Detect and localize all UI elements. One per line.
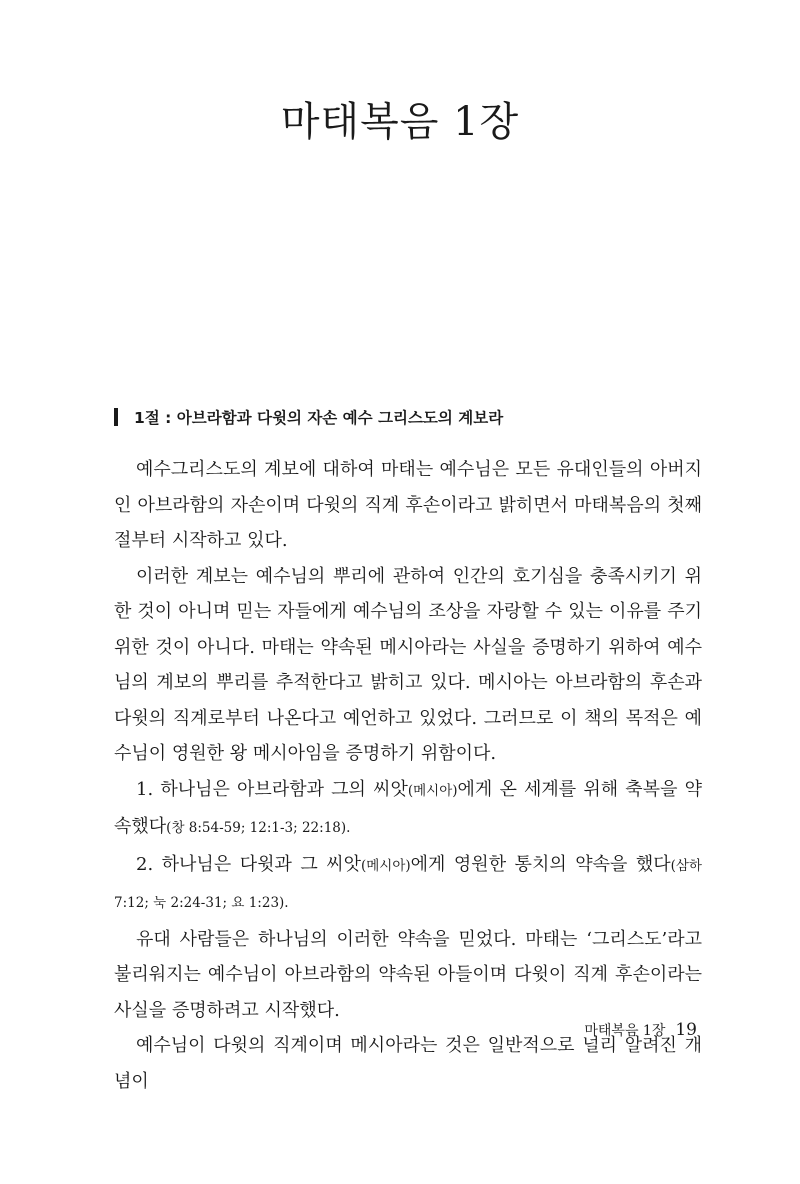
paragraph-3-note: (메시아) — [407, 782, 458, 799]
paragraph-4-text-b: 에게 영원한 통치의 약속을 했다 — [410, 853, 671, 875]
paragraph-3-reference: (창 8:54-59; 12:1-3; 22:18). — [166, 820, 351, 836]
paragraph-1: 예수그리스도의 계보에 대하여 마태는 예수님은 모든 유대인들의 아버지인 아브라함의 자손이며 다윗의 직계 후손이라고 밝히면서 마태복음의 첫째 절부터 시작하고 있다. — [114, 459, 702, 551]
heading-bar-icon — [114, 408, 118, 426]
paragraph-4-reference: (삼하 7:12; 눅 2:24-31; 요 1:23). — [114, 857, 702, 911]
section-heading-text: 1절 : 아브라함과 다윗의 자손 예수 그리스도의 계보라 — [134, 409, 504, 427]
paragraph-3 — [114, 772, 702, 847]
paragraph-5: 유대 사람들은 하나님의 이러한 약속을 믿었다. 마태는 ‘그리스도’라고 불리워지는 예수님이 아브라함의 약속된 아들이며 다윗이 직계 후손이라는 사실을 증명하려고 시작했다. — [114, 928, 702, 1021]
paragraph-4-note: (메시아) — [360, 857, 411, 874]
page-number: 19 — [675, 1020, 697, 1040]
running-title: 마태복음 1장 — [584, 1023, 666, 1039]
paragraph-2: 이러한 계보는 예수님의 뿌리에 관하여 인간의 호기심을 충족시키기 위한 것이 아니며 믿는 자들에게 예수님의 조상을 자랑할 수 있는 이유를 주기 위한 것이 아니다. 마태는 약속된 메시아라는 사실을 증명하기 위하여 예수님의 계보의 뿌리를 추적한다고 밝히고 있다. 메시아는 아브라함의 후손과 다윗의 직계로부터 나온다고 예언하고 있었다. 그러므로 이 책의 목적은 예수님이 영원한 왕 메시아임을 증명하기 위함이다. — [114, 565, 702, 764]
page-footer — [584, 1020, 697, 1040]
paragraph-4 — [114, 847, 702, 922]
paragraph-6: 예수님이 다윗의 직계이며 메시아라는 것은 일반적으로 널리 알려진 개념이 — [114, 1035, 702, 1092]
section-heading — [114, 406, 714, 428]
paragraph-4-text-a: 2. 하나님은 다윗과 그 씨앗 — [136, 853, 361, 875]
chapter-title: 마태복음 1장 — [280, 99, 520, 145]
paragraph-3-text-b: 에게 온 세계를 위해 축복을 약속했다 — [114, 778, 703, 837]
paragraph-3-text-a: 1. 하나님은 아브라함과 그의 씨앗 — [136, 778, 408, 800]
body-text — [114, 452, 702, 1099]
